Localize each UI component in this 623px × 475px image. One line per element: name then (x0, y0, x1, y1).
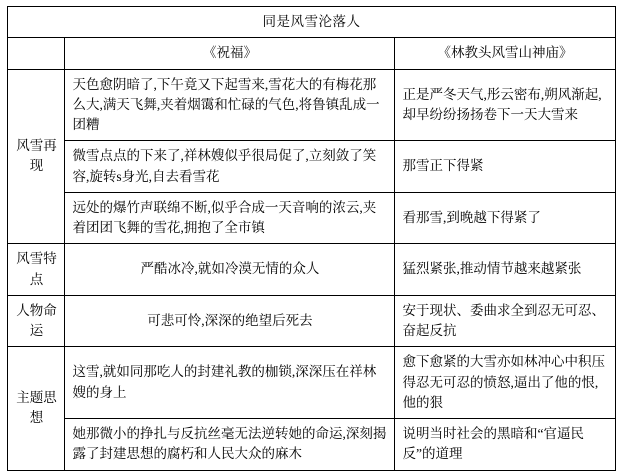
table-row (8, 419, 615, 471)
header-work-a: 《祝福》 (65, 38, 395, 69)
cell-a: 可悲可怜,深深的绝望后死去 (65, 295, 395, 347)
cell-b: 看那雪,到晚越下得紧了 (395, 192, 615, 244)
cell-b: 猛烈紧张,推动情节越来越紧张 (395, 244, 615, 296)
cell-a: 远处的爆竹声联绵不断,似乎合成一天音响的浓云,夹着团团飞舞的雪花,拥抱了全市镇 (65, 192, 395, 244)
cell-b: 安于现状、委曲求全到忍无可忍、奋起反抗 (395, 295, 615, 347)
row-label-fengxuezaixian: 风雪再现 (8, 69, 65, 244)
table-row (8, 244, 615, 296)
cell-a: 这雪,就如同那吃人的封建礼教的枷锁,深深压在祥林嫂的身上 (65, 347, 395, 419)
page-title: 同是风雪沦落人 (8, 7, 615, 38)
table-row (8, 69, 615, 141)
cell-a: 微雪点点的下来了,祥林嫂似乎很局促了,立刻敛了笑容,旋转ѕ身光,自去看雪花 (65, 141, 395, 193)
row-label-fengxuetedian: 风雪特点 (8, 244, 65, 296)
cell-a: 她那微小的挣扎与反抗丝毫无法逆转她的命运,深刻揭露了封建思想的腐朽和人民大众的麻木 (65, 419, 395, 471)
header-work-b: 《林教头风雪山神庙》 (395, 38, 615, 69)
cell-a: 天色愈阴暗了,下午竟又下起雪来,雪花大的有梅花那么大,满天飞舞,夹着烟霭和忙碌的气色,将鲁镇乱成一团糟 (65, 69, 395, 141)
cell-a: 严酷冰冷,就如冷漠无情的众人 (65, 244, 395, 296)
table-row (8, 347, 615, 419)
row-label-renwumingyun: 人物命运 (8, 295, 65, 347)
table-row (8, 192, 615, 244)
table-row (8, 141, 615, 193)
cell-b: 那雪正下得紧 (395, 141, 615, 193)
comparison-table (7, 6, 615, 471)
cell-b: 说明当时社会的黑暗和“官逼民反”的道理 (395, 419, 615, 471)
cell-b: 正是严冬天气,彤云密布,朔风渐起,却早纷纷扬扬卷下一天大雪来 (395, 69, 615, 141)
table-header-row (8, 38, 615, 69)
header-label-cell (8, 38, 65, 69)
cell-b: 愈下愈紧的大雪亦如林冲心中积压得忍无可忍的愤怒,逼出了他的恨,他的狠 (395, 347, 615, 419)
table-title-row (8, 7, 615, 38)
row-label-zhutisixiang: 主题思想 (8, 347, 65, 470)
document-page (0, 6, 623, 475)
table-row (8, 295, 615, 347)
